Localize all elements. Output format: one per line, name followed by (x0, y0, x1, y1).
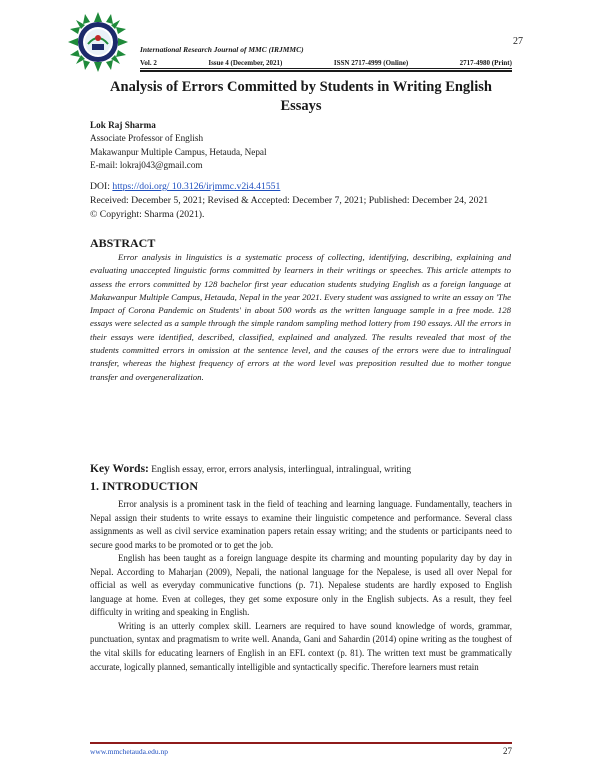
abstract-text: Error analysis in linguistics is a systematic process of collecting, identifying, describing, explaining and evaluating unaccepted linguistic forms committed by learners in their writings or speeches. This article attempts to assess the errors committed by 128 bachelor first year education students studying English as a foreign language at Makawanpur Multiple Campus, Hetauda, Nepal in the year 2021. Every student was assigned to write an essay on 'The Impact of Corona Pandemic on Students' in about 500 words as the written language sample in a free mode. 128 essays were selected as a sample through the simple random sampling method lottery from 190 essays. All the errors in their essays were identified, described, classified, explained and analyzed. The results revealed that most of the students committed errors in omission at the sentence level, and the causes of the errors were due to intralingual transfer, whereas the highest frequency of errors at the word level was preposition resulted due to mother tongue transfer and overgeneralization. (90, 252, 511, 382)
copyright-line: © Copyright: Sharma (2021). (90, 208, 205, 220)
issue-info-row (140, 59, 512, 67)
doi-link[interactable]: https://doi.org/ 10.3126/irjmmc.v2i4.41551 (112, 181, 281, 192)
footer-divider (90, 742, 512, 744)
journal-name: International Research Journal of MMC (IRJMMC) (140, 45, 304, 54)
paragraph: English has been taught as a foreign language despite its charming and mounting popularity day by day in Nepal. According to Maharjan (2009), Nepali, the national language for the Nepalese, is used all over Nepal for official as well as everyday communicative functions (p. 71). Nepalese students are hardly exposed to English language at home. Even at colleges, they get some exposure only in the English subjects. As a result, they feel difficulty in writing and speaking in English. (90, 553, 512, 618)
author-name: Lok Raj Sharma (90, 120, 156, 130)
keywords-label: Key Words: (90, 463, 149, 475)
article-title: Analysis of Errors Committed by Students in Writing English Essays (110, 79, 492, 114)
issn-print: 2717-4980 (Print) (459, 59, 512, 67)
introduction-body (90, 498, 512, 674)
doi-label: DOI: (90, 181, 113, 192)
doi-line (90, 180, 510, 194)
volume: Vol. 2 (140, 59, 157, 67)
paragraph: Error analysis is a prominent task in the field of teaching and learning language. Fundamentally, teachers in Nepal assign their students to write essays to examine their linguistic competence and performance. Several class assignments as well as civil service examination papers retain essay writing; and the students or participants need to secure good marks to be promoted or to get the job. (90, 499, 512, 550)
issn-online: ISSN 2717-4999 (Online) (333, 59, 409, 67)
header-divider-thick (140, 70, 512, 72)
keywords-text: English essay, error, errors analysis, interlingual, intralingual, writing (148, 465, 412, 475)
keywords-line (90, 463, 512, 475)
header-page-number: 27 (513, 36, 523, 47)
article-meta (90, 180, 510, 221)
author-affiliation: Makawanpur Multiple Campus, Hetauda, Nepal (90, 146, 267, 157)
paragraph: Writing is an utterly complex skill. Learners are required to have sound knowledge of words, grammar, punctuation, syntax and pragmatism to write well. Ananda, Gani and Sahardin (2014) opine writing as the toughest of the vital skills for educating learners of English in an EFL context (p. 81). The written text must be grammatically accurate, logically planned, semantically intelligible and syntactically specific. Therefore learners must retain (90, 620, 512, 672)
author-block (90, 119, 510, 173)
header-divider (140, 68, 512, 69)
abstract-heading: ABSTRACT (90, 236, 156, 250)
footer-website-link[interactable]: www.mmchetauda.edu.np (90, 747, 169, 756)
author-position: Associate Professor of English (90, 133, 204, 144)
author-email: E-mail: lokraj043@gmail.com (90, 160, 203, 171)
journal-logo-icon (66, 10, 130, 74)
dates-line: Received: December 5, 2021; Revised & Accepted: December 7, 2021; Published: December 24, 2021 (90, 194, 489, 206)
issue: Issue 4 (December, 2021) (208, 59, 283, 67)
introduction-heading: 1. INTRODUCTION (90, 479, 199, 493)
footer-page-number: 27 (503, 746, 512, 756)
